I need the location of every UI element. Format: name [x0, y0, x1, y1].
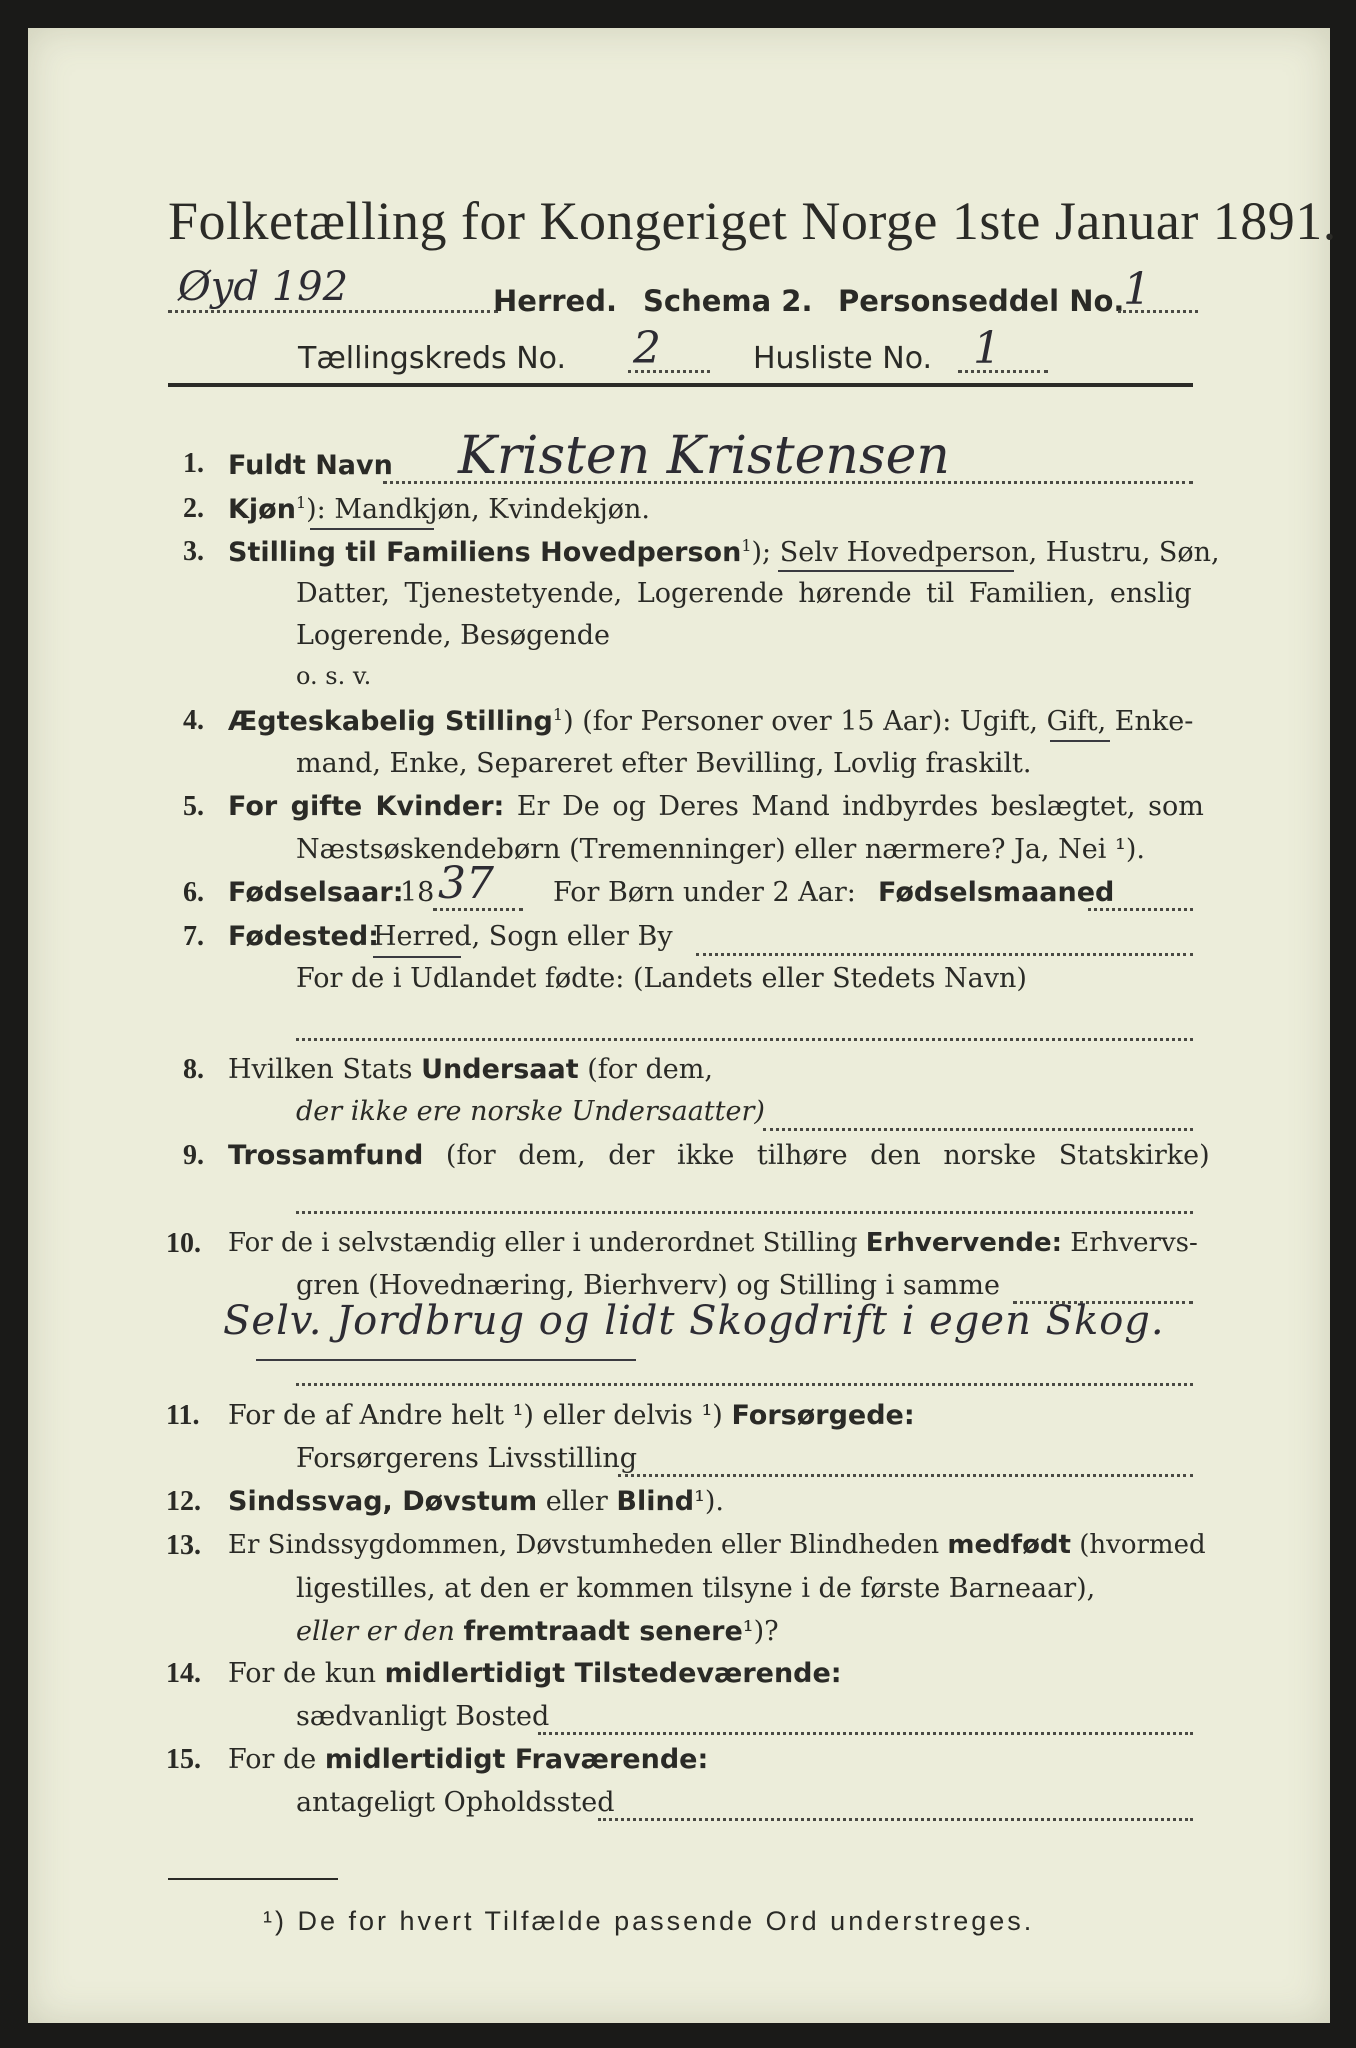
item-13-text: Er Sindssygdommen, Døvstumheden eller Blindheden — [228, 1530, 940, 1560]
personseddel-dotted-line — [1118, 310, 1198, 313]
item-5-label: For gifte Kvinder: — [228, 791, 505, 822]
item-10-dotted-line-2 — [296, 1383, 1193, 1386]
item-8-text-pre: Hvilken Stats — [228, 1054, 413, 1085]
item-8-number: 8. — [183, 1054, 204, 1085]
footnote: ¹) De for hvert Tilfælde passende Ord understreges. — [263, 1906, 1035, 1936]
item-3-text: ); Selv Hovedperson, Hustru, Søn, — [751, 537, 1220, 568]
item-15-label: midlertidigt Fraværende: — [324, 1744, 709, 1775]
item-10-line2: gren (Hovednæring, Bierhverv) og Stilling i samme — [296, 1270, 1001, 1301]
item-10-label: Erhvervende: — [865, 1228, 1063, 1258]
item-10-value-underline — [256, 1359, 636, 1361]
item-4-underline — [1050, 740, 1110, 742]
item-13-line3-pre: eller er den — [296, 1616, 455, 1647]
item-15-text-pre: For de — [228, 1744, 317, 1775]
item-6-value: 37 — [438, 858, 494, 909]
item-2-number: 2. — [183, 493, 204, 524]
item-6-dotted-line — [433, 908, 523, 911]
item-4-sup: 1 — [552, 705, 564, 724]
item-2-underline — [310, 528, 434, 530]
personseddel-value: 1 — [1123, 264, 1151, 315]
herred-label: Herred. — [493, 284, 617, 318]
item-8-line2: der ikke ere norske Undersaatter) — [296, 1096, 765, 1127]
item-8-label: Undersaat — [421, 1054, 579, 1085]
item-5-text: Er De og Deres Mand indbyrdes beslægtet, som — [516, 791, 1204, 822]
item-11-line2: Forsørgerens Livsstilling — [296, 1443, 638, 1474]
husliste-label: Husliste No. — [753, 341, 933, 376]
item-1-label: Fuldt Navn — [228, 450, 393, 481]
item-13-line3-post: ¹)? — [742, 1616, 779, 1647]
kreds-dotted-line — [628, 370, 710, 373]
item-9-text: (for dem, der ikke tilhøre den norske Statskirke) — [445, 1140, 1210, 1171]
item-10-text-pre: For de i selvstændig eller i underordnet Stilling — [228, 1228, 858, 1258]
item-15-dotted-line — [598, 1818, 1193, 1821]
item-6-label2: Fødselsmaaned — [878, 877, 1115, 908]
item-3-line3: Logerende, Besøgende — [296, 620, 610, 651]
item-8-dotted-line — [763, 1128, 1193, 1131]
husliste-value: 1 — [973, 323, 1001, 374]
schema-label: Schema 2. — [643, 284, 813, 318]
item-13-text2: (hvormed — [1079, 1530, 1206, 1560]
herred-dotted-line — [168, 310, 498, 313]
header-separator — [168, 383, 1193, 387]
herred-value: Øyd 192 — [178, 264, 349, 310]
item-8-text: (for dem, — [587, 1054, 713, 1085]
item-6-dotted-line-2 — [1088, 908, 1193, 911]
item-6-number: 6. — [183, 877, 204, 908]
item-3-line4: o. s. v. — [296, 662, 372, 690]
item-1-number: 1. — [183, 448, 204, 479]
item-15-number: 15. — [166, 1744, 201, 1775]
item-6-text-pre: 18 — [400, 877, 435, 908]
item-7-underline — [373, 956, 461, 958]
item-2-text: ): Mandkjøn, Kvindekjøn. — [306, 494, 650, 525]
item-10-value: Selv. Jordbrug og lidt Skogdrift i egen Skog. — [223, 1298, 1165, 1344]
item-12-text-mid: eller — [545, 1486, 608, 1517]
item-12-label: Sindssvag, Døvstum — [228, 1486, 538, 1517]
form-title: Folketælling for Kongeriget Norge 1ste Januar 1891. — [168, 191, 1337, 251]
item-7-line2: For de i Udlandet fødte: (Landets eller Stedets Navn) — [296, 963, 1027, 994]
item-7-dotted-line-2 — [296, 1038, 1193, 1041]
item-7-text: Herred, Sogn eller By — [373, 921, 673, 952]
item-10-number: 10. — [166, 1228, 201, 1259]
item-2-sup: 1 — [295, 493, 307, 512]
item-11-number: 11. — [166, 1400, 200, 1431]
item-10-text: Erhvervs- — [1070, 1228, 1198, 1258]
item-3-line2: Datter, Tjenestetyende, Logerende hørende til Familien, enslig — [296, 578, 1192, 609]
item-3-number: 3. — [183, 536, 204, 567]
item-3-sup: 1 — [741, 536, 752, 555]
item-14-number: 14. — [166, 1658, 201, 1689]
item-14-text-pre: For de kun — [228, 1658, 376, 1689]
footnote-rule — [168, 1878, 338, 1880]
item-14-label: midlertidigt Tilstedeværende: — [384, 1658, 842, 1689]
census-form — [28, 28, 1337, 2023]
item-12-number: 12. — [166, 1486, 201, 1517]
husliste-dotted-line — [958, 370, 1048, 373]
kreds-label: Tællingskreds No. — [298, 341, 566, 376]
item-14-line2: sædvanligt Bosted — [296, 1701, 550, 1732]
item-9-label: Trossamfund — [228, 1140, 424, 1171]
item-9-dotted-line — [296, 1211, 1193, 1214]
item-7-dotted-line — [696, 953, 1193, 956]
item-5-line2: Næstsøskendebørn (Tremenninger) eller nærmere? Ja, Nei ¹). — [296, 834, 1145, 865]
item-7-label: Fødested: — [228, 921, 379, 952]
item-11-label: Forsørgede: — [731, 1400, 915, 1431]
item-11-text-pre: For de af Andre helt ¹) eller delvis ¹) — [228, 1400, 723, 1431]
item-6-label: Fødselsaar: — [228, 877, 404, 908]
item-13-number: 13. — [166, 1530, 201, 1561]
item-3-underline — [778, 570, 1014, 572]
item-2-label: Kjøn — [228, 494, 296, 525]
item-4-number: 4. — [183, 705, 204, 736]
item-9-number: 9. — [183, 1140, 204, 1171]
item-4-line2: mand, Enke, Separeret efter Bevilling, Lovlig fraskilt. — [296, 748, 1032, 779]
item-12-text: ¹). — [694, 1486, 725, 1517]
item-14-dotted-line — [538, 1732, 1193, 1735]
kreds-value: 2 — [633, 323, 661, 374]
item-1-value: Kristen Kristensen — [458, 426, 950, 486]
item-4-text: ) (for Personer over 15 Aar): Ugift, Gift, Enke- — [563, 706, 1194, 737]
item-6-text: For Børn under 2 Aar: — [553, 877, 856, 908]
item-12-label2: Blind — [616, 1486, 695, 1517]
personseddel-label: Personseddel No. — [838, 284, 1125, 318]
item-3-label: Stilling til Familiens Hovedperson — [228, 537, 742, 568]
item-13-line3-label: fremtraadt senere — [463, 1616, 743, 1647]
item-13-line2: ligestilles, at den er kommen tilsyne i de første Barneaar), — [296, 1573, 1096, 1604]
item-15-line2: antageligt Opholdssted — [296, 1787, 615, 1818]
item-4-label: Ægteskabelig Stilling — [228, 706, 553, 737]
item-13-label: medfødt — [947, 1530, 1071, 1560]
item-7-number: 7. — [183, 921, 204, 952]
item-11-dotted-line — [618, 1474, 1193, 1477]
item-5-number: 5. — [183, 791, 204, 822]
